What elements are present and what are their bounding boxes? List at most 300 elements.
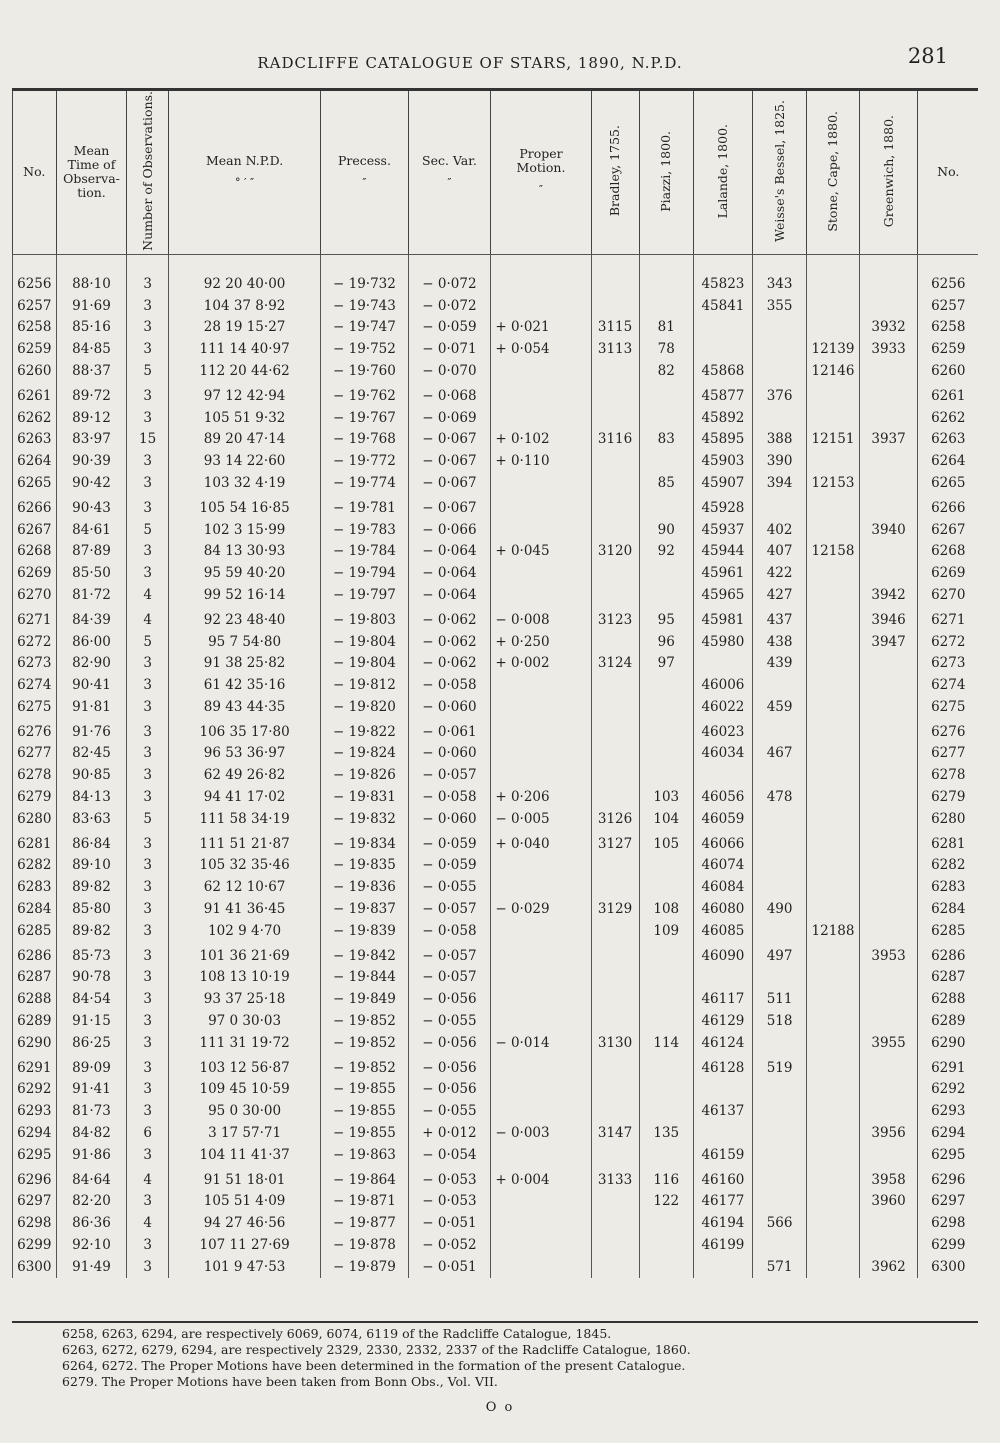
cell-sec: − 0·056 [408,1032,491,1054]
cell-br [591,876,639,898]
cell-no: 6281 [13,830,57,855]
cell-no2: 6270 [918,584,978,606]
cell-npd: 94 27 46·56 [168,1212,321,1234]
table-row [13,382,979,407]
cell-no2: 6265 [918,472,978,494]
cell-pre: − 19·834 [321,830,408,855]
cell-pz: 104 [639,808,693,830]
cell-pz [639,764,693,786]
cell-obs: 5 [127,631,168,653]
cell-pm: + 0·250 [491,631,591,653]
cell-st [807,1079,859,1101]
cell-st [807,407,859,429]
cell-ws [752,876,806,898]
npd-units: ° ′ ″ [235,176,255,190]
cell-pz [639,494,693,519]
cell-pm [491,562,591,584]
cell-br [591,295,639,317]
cell-gr [859,1010,918,1032]
cell-st [807,1100,859,1122]
cell-no: 6277 [13,743,57,765]
cell-mt: 86·36 [56,1212,127,1234]
cell-ld: 45981 [694,606,753,631]
cell-pm [491,494,591,519]
cell-pre: − 19·752 [321,338,408,360]
cell-npd: 97 12 42·94 [168,382,321,407]
cell-st [807,942,859,967]
cell-obs: 4 [127,584,168,606]
cell-no: 6257 [13,295,57,317]
cell-npd: 61 42 35·16 [168,674,321,696]
cell-sec: − 0·057 [408,898,491,920]
cell-st: 12153 [807,472,859,494]
cell-st [807,786,859,808]
cell-no: 6265 [13,472,57,494]
cell-pre: − 19·837 [321,898,408,920]
cell-npd: 106 35 17·80 [168,718,321,743]
cell-obs: 6 [127,1122,168,1144]
cell-gr [859,898,918,920]
cell-npd: 102 3 15·99 [168,519,321,541]
catalogue-table-frame [12,88,978,1323]
cell-no2: 6285 [918,920,978,942]
cell-ws: 388 [752,428,806,450]
cell-ws: 467 [752,743,806,765]
cell-pre: − 19·760 [321,360,408,382]
cell-pm: − 0·003 [491,1122,591,1144]
cell-no: 6274 [13,674,57,696]
cell-ws [752,1100,806,1122]
cell-ws: 355 [752,295,806,317]
cell-obs: 3 [127,472,168,494]
cell-ld: 46159 [694,1144,753,1166]
table-row [13,254,979,294]
table-row [13,967,979,989]
cell-npd: 91 41 36·45 [168,898,321,920]
cell-br [591,1212,639,1234]
cell-pm [491,1234,591,1256]
cell-gr [859,764,918,786]
cell-sec: − 0·071 [408,338,491,360]
cell-br: 3120 [591,540,639,562]
cell-ld: 46117 [694,988,753,1010]
cell-npd: 103 32 4·19 [168,472,321,494]
cell-pz: 92 [639,540,693,562]
cell-pm [491,584,591,606]
cell-sec: − 0·059 [408,830,491,855]
cell-br: 3113 [591,338,639,360]
cell-no: 6273 [13,652,57,674]
cell-gr [859,988,918,1010]
cell-pm [491,942,591,967]
cell-pre: − 19·863 [321,1144,408,1166]
cell-br [591,472,639,494]
cell-obs: 3 [127,743,168,765]
table-row [13,1122,979,1144]
cell-sec: − 0·057 [408,942,491,967]
cell-ld: 46128 [694,1054,753,1079]
cell-no: 6262 [13,407,57,429]
cell-st [807,808,859,830]
cell-mt: 89·82 [56,876,127,898]
cell-no: 6291 [13,1054,57,1079]
table-row [13,718,979,743]
col-header-stone: Stone, Cape, 1880. [807,91,859,254]
cell-sec: − 0·067 [408,428,491,450]
table-row [13,808,979,830]
cell-npd: 105 51 9·32 [168,407,321,429]
cell-pz: 95 [639,606,693,631]
cell-no: 6272 [13,631,57,653]
cell-pre: − 19·836 [321,876,408,898]
cell-gr [859,1234,918,1256]
cell-st [807,1212,859,1234]
cell-ld: 45907 [694,472,753,494]
cell-no: 6271 [13,606,57,631]
cell-ws [752,718,806,743]
cell-no: 6297 [13,1191,57,1213]
cell-mt: 89·10 [56,855,127,877]
proper-motion-units: ″ [538,183,544,197]
cell-pre: − 19·772 [321,450,408,472]
cell-pz: 103 [639,786,693,808]
cell-obs: 4 [127,1212,168,1234]
cell-st [807,764,859,786]
cell-st [807,606,859,631]
cell-pre: − 19·826 [321,764,408,786]
cell-obs: 3 [127,674,168,696]
cell-ld [694,1079,753,1101]
cell-ws: 566 [752,1212,806,1234]
cell-npd: 103 12 56·87 [168,1054,321,1079]
cell-ld: 46023 [694,718,753,743]
cell-no: 6258 [13,316,57,338]
cell-br [591,1054,639,1079]
cell-npd: 105 32 35·46 [168,855,321,877]
table-row [13,494,979,519]
cell-pre: − 19·812 [321,674,408,696]
cell-ws: 571 [752,1256,806,1278]
cell-st [807,696,859,718]
cell-npd: 91 51 18·01 [168,1166,321,1191]
cell-ws [752,494,806,519]
cell-npd: 108 13 10·19 [168,967,321,989]
table-row [13,631,979,653]
cell-pre: − 19·871 [321,1191,408,1213]
cell-npd: 111 31 19·72 [168,1032,321,1054]
cell-gr [859,407,918,429]
cell-mt: 90·85 [56,764,127,786]
cell-gr [859,1212,918,1234]
cell-br [591,942,639,967]
cell-pm [491,519,591,541]
cell-pm: − 0·014 [491,1032,591,1054]
cell-sec: − 0·060 [408,808,491,830]
cell-pm: − 0·029 [491,898,591,920]
cell-obs: 3 [127,1054,168,1079]
cell-pm [491,295,591,317]
cell-obs: 3 [127,696,168,718]
cell-no: 6300 [13,1256,57,1278]
cell-br [591,254,639,294]
cell-ld: 46137 [694,1100,753,1122]
page-header [0,40,1000,80]
cell-ld: 45980 [694,631,753,653]
cell-ld: 46085 [694,920,753,942]
cell-gr [859,920,918,942]
cell-sec: − 0·068 [408,382,491,407]
cell-mt: 90·43 [56,494,127,519]
cell-mt: 87·89 [56,540,127,562]
cell-ld: 46006 [694,674,753,696]
cell-mt: 85·80 [56,898,127,920]
cell-pm [491,967,591,989]
cell-br [591,1191,639,1213]
cell-gr [859,472,918,494]
cell-br [591,562,639,584]
cell-ld: 46177 [694,1191,753,1213]
cell-ws: 490 [752,898,806,920]
cell-npd: 97 0 30·03 [168,1010,321,1032]
cell-ld: 46080 [694,898,753,920]
cell-mt: 88·10 [56,254,127,294]
cell-ld: 46090 [694,942,753,967]
table-row [13,652,979,674]
cell-pz: 108 [639,898,693,920]
cell-br [591,450,639,472]
cell-no2: 6261 [918,382,978,407]
cell-gr [859,382,918,407]
cell-obs: 3 [127,382,168,407]
cell-br [591,1079,639,1101]
cell-pre: − 19·822 [321,718,408,743]
cell-obs: 4 [127,1166,168,1191]
cell-gr [859,562,918,584]
cell-ld [694,1122,753,1144]
cell-sec: − 0·059 [408,855,491,877]
cell-mt: 81·73 [56,1100,127,1122]
cell-obs: 3 [127,450,168,472]
cell-ld: 46066 [694,830,753,855]
cell-ws [752,1032,806,1054]
cell-sec: − 0·064 [408,562,491,584]
cell-no2: 6257 [918,295,978,317]
cell-st [807,494,859,519]
cell-sec: − 0·067 [408,494,491,519]
cell-npd: 92 23 48·40 [168,606,321,631]
cell-sec: − 0·062 [408,652,491,674]
cell-pre: − 19·878 [321,1234,408,1256]
cell-mt: 91·81 [56,696,127,718]
cell-no: 6286 [13,942,57,967]
table-row [13,606,979,631]
cell-sec: − 0·060 [408,696,491,718]
cell-gr: 3946 [859,606,918,631]
cell-st [807,1191,859,1213]
cell-br: 3133 [591,1166,639,1191]
cell-br: 3127 [591,830,639,855]
cell-obs: 3 [127,316,168,338]
cell-pm [491,1079,591,1101]
cell-st [807,450,859,472]
cell-br [591,360,639,382]
cell-gr [859,494,918,519]
cell-gr: 3958 [859,1166,918,1191]
cell-ws [752,1234,806,1256]
table-row [13,1079,979,1101]
cell-ws [752,407,806,429]
table-row [13,1212,979,1234]
cell-mt: 81·72 [56,584,127,606]
cell-pz: 96 [639,631,693,653]
cell-gr [859,540,918,562]
cell-sec: − 0·056 [408,988,491,1010]
table-row [13,898,979,920]
cell-st [807,674,859,696]
cell-ws [752,830,806,855]
cell-pre: − 19·831 [321,786,408,808]
cell-st [807,1054,859,1079]
cell-sec: − 0·066 [408,519,491,541]
cell-pm [491,1256,591,1278]
cell-pm: + 0·040 [491,830,591,855]
cell-pz [639,876,693,898]
col-header-lalande: Lalande, 1800. [694,91,753,254]
cell-no: 6278 [13,764,57,786]
cell-npd: 109 45 10·59 [168,1079,321,1101]
cell-sec: − 0·062 [408,606,491,631]
cell-st [807,1144,859,1166]
cell-pm [491,674,591,696]
cell-gr [859,360,918,382]
cell-sec: − 0·055 [408,876,491,898]
cell-no2: 6283 [918,876,978,898]
cell-pre: − 19·877 [321,1212,408,1234]
footnotes [62,1326,962,1390]
cell-br [591,920,639,942]
cell-obs: 3 [127,338,168,360]
cell-npd: 99 52 16·14 [168,584,321,606]
cell-mt: 89·82 [56,920,127,942]
cell-mt: 84·82 [56,1122,127,1144]
cell-ld: 46199 [694,1234,753,1256]
cell-st: 12151 [807,428,859,450]
cell-ld: 45823 [694,254,753,294]
cell-no: 6270 [13,584,57,606]
cell-pz [639,450,693,472]
col-header-greenwich: Greenwich, 1880. [859,91,918,254]
cell-st: 12139 [807,338,859,360]
cell-obs: 3 [127,494,168,519]
col-header-precess: Precess. ″ [321,91,408,254]
cell-ws: 343 [752,254,806,294]
star-catalogue-table [12,91,978,1278]
cell-pre: − 19·768 [321,428,408,450]
cell-ld: 46194 [694,1212,753,1234]
cell-obs: 3 [127,876,168,898]
cell-st [807,1256,859,1278]
col-header-proper-motion: Proper Motion. ″ [491,91,591,254]
cell-pm [491,407,591,429]
cell-br [591,407,639,429]
cell-pz [639,1212,693,1234]
table-row [13,1010,979,1032]
table-row [13,295,979,317]
table-row [13,1032,979,1054]
cell-mt: 85·50 [56,562,127,584]
cell-obs: 5 [127,360,168,382]
cell-pm: + 0·102 [491,428,591,450]
cell-obs: 3 [127,967,168,989]
cell-pre: − 19·774 [321,472,408,494]
cell-no: 6261 [13,382,57,407]
cell-mt: 85·16 [56,316,127,338]
cell-mt: 86·84 [56,830,127,855]
cell-st [807,876,859,898]
cell-obs: 3 [127,295,168,317]
col-header-no: No. [13,91,57,254]
cell-ws [752,808,806,830]
cell-no2: 6273 [918,652,978,674]
cell-sec: − 0·069 [408,407,491,429]
cell-pm [491,876,591,898]
cell-gr [859,1100,918,1122]
cell-no2: 6271 [918,606,978,631]
cell-mt: 82·90 [56,652,127,674]
cell-pz [639,1144,693,1166]
table-row [13,1144,979,1166]
cell-gr [859,830,918,855]
cell-pm [491,360,591,382]
cell-br: 3115 [591,316,639,338]
cell-obs: 3 [127,1032,168,1054]
cell-sec: − 0·052 [408,1234,491,1256]
cell-no2: 6284 [918,898,978,920]
cell-pz [639,942,693,967]
cell-obs: 3 [127,254,168,294]
cell-gr [859,674,918,696]
cell-no: 6263 [13,428,57,450]
footnote: 6264, 6272. The Proper Motions have been determined in the formation of the present Catalogue. [62,1358,686,1373]
cell-npd: 111 58 34·19 [168,808,321,830]
cell-ld: 45841 [694,295,753,317]
cell-mt: 90·42 [56,472,127,494]
cell-br [591,743,639,765]
col-header-mean-time: Mean Time of Observa-tion. [56,91,127,254]
cell-gr [859,786,918,808]
cell-sec: − 0·067 [408,450,491,472]
cell-ws: 518 [752,1010,806,1032]
cell-pz [639,718,693,743]
cell-st [807,1010,859,1032]
cell-pre: − 19·794 [321,562,408,584]
table-row [13,1234,979,1256]
table-row [13,743,979,765]
cell-pz: 82 [639,360,693,382]
cell-pm: + 0·045 [491,540,591,562]
cell-st [807,967,859,989]
cell-sec: − 0·054 [408,1144,491,1166]
cell-no2: 6299 [918,1234,978,1256]
cell-no: 6275 [13,696,57,718]
cell-gr: 3956 [859,1122,918,1144]
cell-br [591,764,639,786]
cell-br [591,718,639,743]
cell-st [807,1166,859,1191]
cell-npd: 84 13 30·93 [168,540,321,562]
cell-no: 6266 [13,494,57,519]
cell-npd: 95 59 40·20 [168,562,321,584]
